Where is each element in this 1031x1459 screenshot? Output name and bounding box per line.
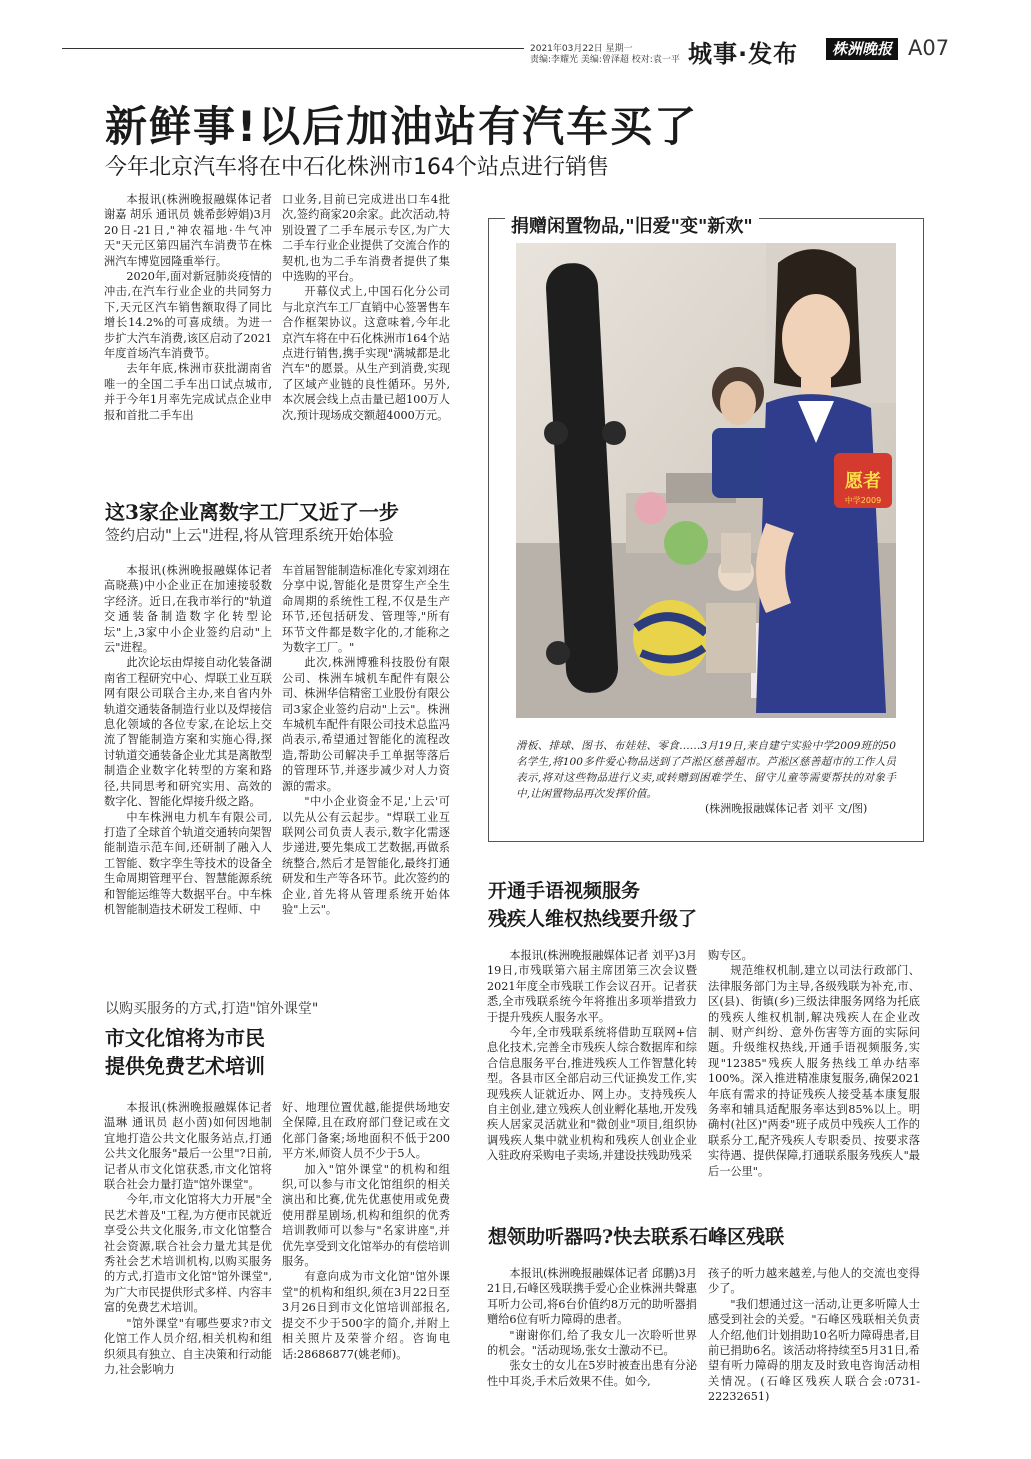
issue-meta [530, 44, 680, 66]
paragraph: 车首届智能制造标准化专家刘翊在分享中说,智能化是贯穿生产全生命周期的系统性工程,不仅是生产环节,还包括研发、管理等,"所有环节文件都是数字化的,才能称之为数字工厂。" [282, 564, 450, 655]
paragraph: 此次论坛由焊接自动化装备湖南省工程研究中心、焊联工业互联网有限公司联合主办,来自省内外轨道交通装备制造行业以及焊接信息化领域的各位专家,在论坛上交流了智能制造方案和实施心得,探讨轨道交通装备企业尤其是离散型制造企业数字化转型的方案和路径,共同思考和研究实用、高效的数字化、智能化焊接升级之路。 [104, 656, 272, 809]
paragraph: 今年,全市残联系统将借助互联网+信息化技术,完善全市残疾人综合数据库和综合信息服务平台,推进残疾人工作智慧化转型。各县市区全部启动三代证换发工作,实现残疾人证就近办、网上办。支持残疾人自主创业,建立残疾人创业孵化基地,开发残疾人居家灵活就业和"微创业"项目,组织协调残疾人集中就业机构和残疾人创业企业入驻政府采购电子卖场,并建设扶残助残采 [487, 1026, 697, 1163]
lead-column-2 [282, 192, 450, 470]
culture-headline-line-1: 市文化馆将为市民 [105, 1026, 265, 1050]
lead-subhead: 今年北京汽车将在中石化株洲市164个站点进行销售 [105, 155, 609, 180]
paragraph: 有意向成为市文化馆"馆外课堂"的机构和组织,须在3月22日至3月26日到市文化馆培训部报名,提交不少于500字的简介,并附上相关照片及荣誉介绍。咨询电话:28686877(姚老师)。 [282, 1270, 450, 1361]
paragraph: 此次,株洲博雅科技股份有限公司、株洲车城机车配件有限公司、株洲华信精密工业股份有限公司3家企业签约启动"上云"。株洲车城机车配件有限公司技术总监冯尚表示,希望通过智能化的流程改造,帮助公司解决手工单据等落后的管理环节,并逐步减少对人力资源的需求。 [282, 656, 450, 793]
paragraph: 购专区。 [708, 949, 753, 962]
paragraph: "馆外课堂"有哪些要求?市文化馆工作人员介绍,相关机构和组织须具有独立、自主决策和行动能力,社会影响力 [104, 1316, 272, 1376]
paragraph: 开幕仪式上,中国石化分公司与北京汽车工厂直销中心签署售车合作框架协议。这意味着,今年北京汽车将在中石化株洲市164个站点进行销售,携手实现"满城都是北汽车"的愿景。从生产到消费,实现了区域产业链的良性循环。另外,本次展会线上点击量已超100万人次,预计现场成交额超4000万元。 [282, 285, 450, 422]
paragraph: 好、地理位置优越,能提供场地安全保障,且在政府部门登记或在文化部门备案;场地面积不低于200平方米,师资人员不少于5人。 [282, 1101, 450, 1161]
hearing-column-2 [708, 1266, 920, 1442]
paragraph: 本报讯(株洲晚报融媒体记者 邱鹏)3月21日,石峰区残联携手爱心企业株洲共聲惠耳听力公司,将6台价值约8万元的助听器捐赠给6位有听力障碍的患者。 [487, 1267, 697, 1327]
disabled-column-2 [708, 948, 920, 1196]
armband-subtext: 中学2009 [844, 496, 882, 505]
issue-date: 2021年03月22日 星期一 [530, 44, 633, 54]
photo-story-title: 捐赠闲置物品,"旧爱"变"新欢" [505, 212, 759, 238]
digital-column-2 [282, 563, 450, 971]
paragraph: 今年,市文化馆将大力开展"全民艺术普及"工程,为方便市民就近享受公共文化服务,市文化馆整合社会资源,联合社会力量尤其是优秀社会艺术培训机构,以购买服务的方式,打造市文化馆"馆外课堂",为广大市民提供形式多样、内容丰富的免费艺术培训。 [104, 1193, 272, 1315]
photo-credit: (株洲晚报融媒体记者 刘平 文/图) [705, 802, 868, 815]
disabled-column-1 [487, 948, 697, 1196]
paragraph: 张女士的女儿在5岁时被查出患有分泌性中耳炎,手术后效果不佳。如今, [487, 1359, 697, 1388]
paragraph: 孩子的听力越来越差,与他人的交流也变得少了。 [708, 1267, 920, 1296]
paragraph: 中车株洲电力机车有限公司,打造了全球首个轨道交通转向架智能制造示范车间,还研制了融入人工智能、数字孪生等技术的设备全生命周期管理平台、智慧能源系统和智能运维等大数据平台。中车株机智能制造技术研发工程师、中 [104, 810, 272, 916]
culture-column-1 [104, 1100, 272, 1440]
digital-headline: 这3家企业离数字工厂又近了一步 [105, 500, 399, 524]
editor-credits: 责编:李耀光 美编:曾泽超 校对:袁一平 [530, 55, 680, 65]
paragraph: 加入"馆外课堂"的机构和组织,可以参与市文化馆组织的相关演出和比赛,优先优惠使用或免费使用群星剧场,机构和组织的优秀培训教师可以参与"名家讲座",并优先享受到文化馆举办的有偿培训服务。 [282, 1162, 450, 1269]
masthead-rule [62, 48, 524, 49]
culture-column-2 [282, 1100, 450, 1440]
photo-caption: 滑板、排球、图书、布娃娃、零食……3月19日,来自建宁实验中学2009班的50名学生,将100多件爱心物品送到了芦淞区慈善超市。芦淞区慈善超市的工作人员表示,将对这些物品进行义卖,或转赠到困难学生、留守儿童等需要帮扶的对象手中,让闲置物品再次发挥价值。 [516, 740, 896, 800]
culture-kicker: 以购买服务的方式,打造"馆外课堂" [105, 1001, 319, 1017]
paragraph: "我们想通过这一活动,让更多听障人士感受到社会的关爱。"石峰区残联相关负责人介绍,他们计划捐助10名听力障碍患者,目前已捐助6名。该活动将持续至5月31日,希望有听力障碍的朋友及时致电咨询活动相关情况。(石峰区残疾人联合会:0731-22232651) [708, 1297, 920, 1404]
paragraph: 去年年底,株洲市获批湖南省唯一的全国二手车出口试点城市,并于今年1月率先完成试点企业申报和首批二手车出 [104, 362, 272, 422]
digital-column-1 [104, 563, 272, 971]
paragraph: 本报讯(株洲晚报融媒体记者 谢嘉 胡乐 通讯员 姚希彭婷娟)3月20日-21日,"神农福地·牛气冲天"天元区第四届汽车消费节在株洲汽车博览园隆重举行。 [104, 193, 272, 268]
lead-headline: 新鲜事!以后加油站有汽车买了 [105, 102, 699, 151]
paragraph: "中小企业资金不足,'上云'可以先从公有云起步。"焊联工业互联网公司负责人表示,数字化需逐步递进,要先集成工艺数据,再做系统整合,然后才是智能化,最终打通研发和生产等各环节。此次签约的企业,首先将从管理系统开始体验"上云"。 [282, 795, 450, 916]
paragraph: 规范维权机制,建立以司法行政部门、法律服务部门为主导,各级残联为补充,市、区(县)、街镇(乡)三级法律服务网络为托底的残疾人维权机制,解决残疾人在企业改制、财产纠纷、意外伤害等方面的实际问题。升级维权热线,开通手语视频服务,实现"12385"残疾人服务热线工单办结率100%。深入推进精准康复服务,确保2021年底有需求的持证残疾人接受基本康复服务率和辅具适配服务率达到85%以上。明确村(社区)"两委"班子成员中残疾人工作的联系分工,配齐残疾人专职委员、按要求落实待遇、提供保障,打通联系服务残疾人"最后一公里"。 [708, 964, 920, 1178]
disabled-headline-line-1: 开通手语视频服务 [488, 880, 641, 902]
paragraph: 本报讯(株洲晚报融媒体记者 高晓燕)中小企业正在加速接驳数字经济。近日,在我市举行的"轨道交通装备制造数字化转型论坛"上,3家中小企业签约启动"上云"进程。 [104, 564, 272, 655]
page-number: A07 [908, 36, 950, 60]
lead-column-1 [104, 192, 272, 470]
paragraph: 本报讯(株洲晚报融媒体记者 刘平)3月19日,市残联第六届主席团第三次会议暨2021年度全市残联工作会议召开。记者获悉,全市残联系统今年将推出多项举措致力于提升残疾人服务水平。 [487, 949, 697, 1024]
paragraph: 2020年,面对新冠肺炎疫情的冲击,在汽车行业企业的共同努力下,天元区汽车销售额取得了同比增长14.2%的可喜成绩。为进一步扩大汽车消费,该区启动了2021年度首场汽车消费节。 [104, 270, 272, 361]
hearing-column-1 [487, 1266, 697, 1442]
digital-subhead: 签约启动"上云"进程,将从管理系统开始体验 [105, 526, 394, 544]
paragraph: "谢谢你们,给了我女儿一次聆听世界的机会。"活动现场,张女士激动不已。 [487, 1328, 697, 1358]
armband-text: 愿者 [845, 471, 881, 492]
donation-photo [516, 243, 896, 718]
culture-headline-line-2: 提供免费艺术培训 [105, 1054, 265, 1078]
brand-logo: 株洲晚报 [826, 38, 898, 60]
section-title: 城事·发布 [688, 40, 799, 68]
hearing-headline: 想领助听器吗?快去联系石峰区残联 [488, 1226, 785, 1248]
paragraph: 口业务,目前已完成进出口车4批次,签约商家20余家。此次活动,特别设置了二手车展示专区,为广大二手车行业企业提供了交流合作的契机,也为二手车消费者提供了集中选购的平台。 [282, 193, 450, 284]
disabled-headline-line-2: 残疾人维权热线要升级了 [488, 908, 698, 930]
paragraph: 本报讯(株洲晚报融媒体记者 温琳 通讯员 赵小茵)如何因地制宜地打造公共文化服务站点,打通公共文化服务"最后一公里"?日前,记者从市文化馆获悉,市文化馆将联合社会力量打造"馆外课堂"。 [104, 1101, 272, 1192]
